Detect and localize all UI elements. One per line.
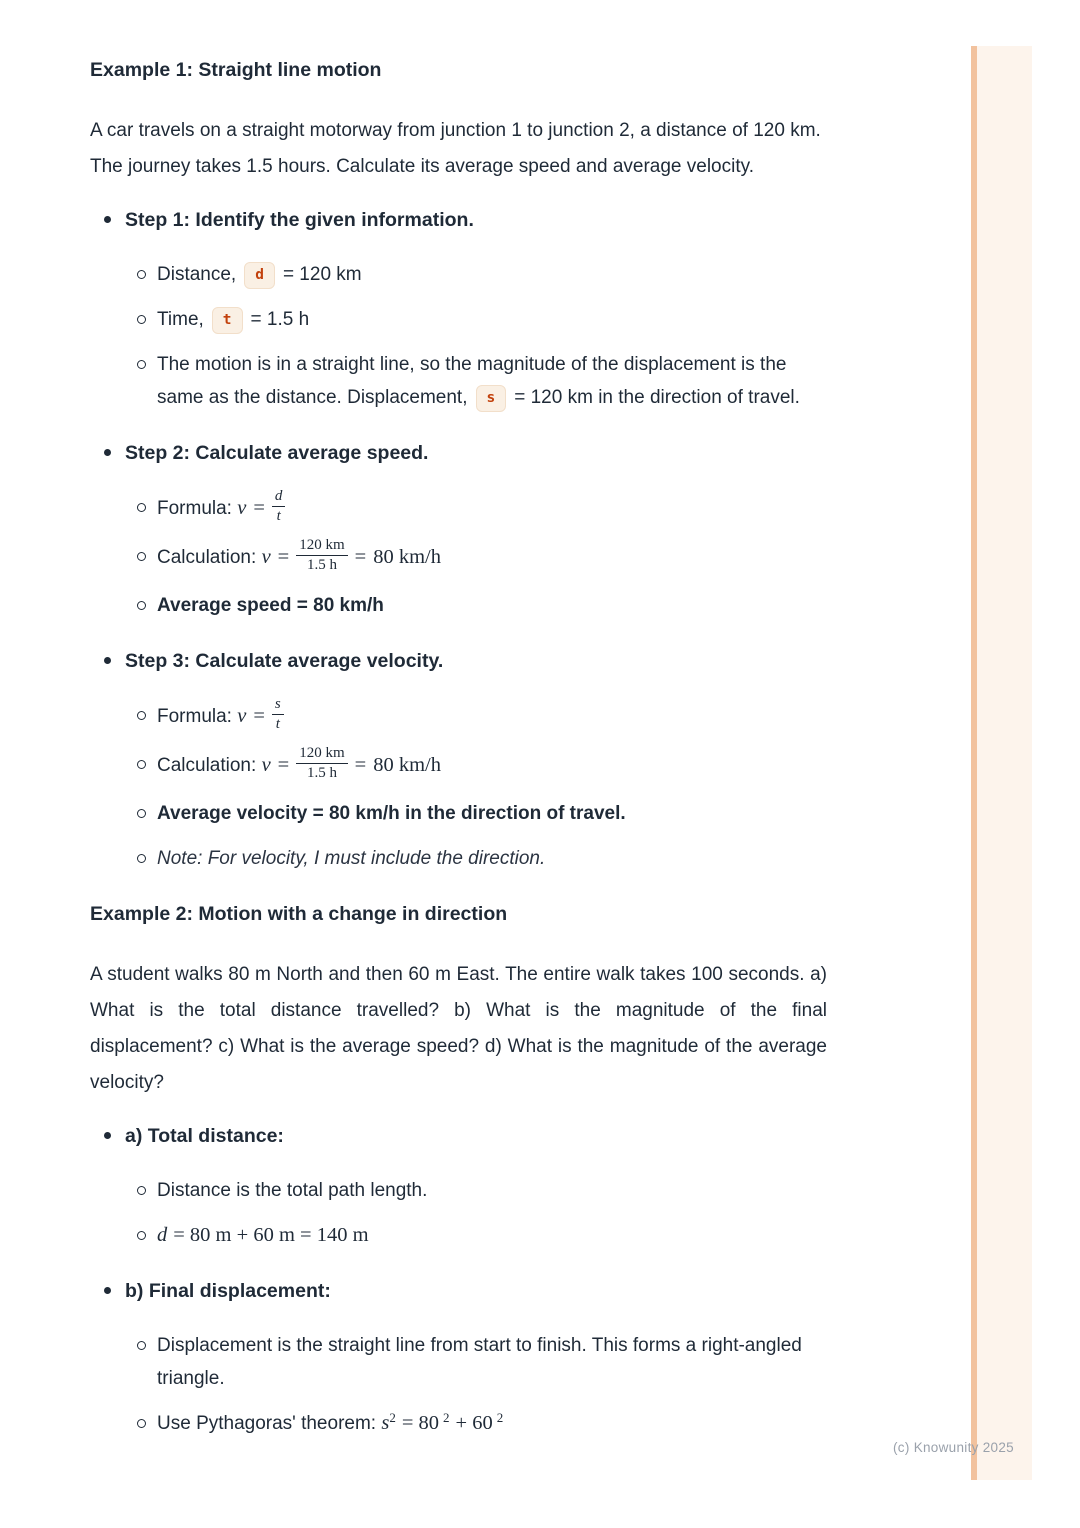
list-item: Distance is the total path length. [90, 1174, 827, 1207]
copyright-watermark: (c) Knowunity 2025 [893, 1440, 1014, 1455]
list-item: Displacement is the straight line from start to finish. This forms a right-angled triangle. [90, 1329, 827, 1395]
part-b-sublist [90, 1329, 827, 1440]
right-accent-bar [971, 46, 1032, 1480]
fraction: $\frac{d}{t}$ [272, 488, 286, 525]
formula-label: Formula: [157, 498, 232, 520]
circle-bullet-icon [137, 315, 146, 324]
list-item [90, 206, 827, 234]
step3-heading: Step 3: Calculate average velocity. [125, 650, 444, 672]
list-item [90, 647, 827, 675]
fraction: $\frac{120 km}{1.5 h}$ [296, 537, 347, 574]
pythagoras-line [90, 1407, 827, 1440]
pythagoras-label: Use Pythagoras' theorem: [157, 1413, 377, 1434]
formula-line [90, 696, 827, 736]
calculation-label: Calculation: [157, 547, 257, 569]
circle-bullet-icon [137, 1186, 146, 1195]
example1-title: Example 1: Straight line motion [90, 59, 382, 81]
note-line: Note: For velocity, I must include the direction. [90, 842, 827, 875]
circle-bullet-icon [137, 760, 146, 769]
time-text-pre: Time, [157, 309, 204, 330]
document-content [90, 56, 827, 1465]
part-b-heading: b) Final displacement: [125, 1280, 331, 1302]
step1-sublist [90, 258, 827, 414]
circle-bullet-icon [137, 503, 146, 512]
example1-intro: A car travels on a straight motorway from junction 1 to junction 2, a distance of 120 km. The journey takes 1.5 hours. Calculate its average speed and average velocity. [90, 120, 821, 177]
bullet-icon [104, 449, 111, 456]
part-a-sublist [90, 1174, 827, 1252]
time-text-post: = 1.5 h [250, 309, 310, 330]
fraction: $\frac{s}{t}$ [272, 696, 284, 733]
list-item [90, 439, 827, 467]
displacement-text-pre: The motion is in a straight line, so the magnitude of the displacement is the same as the distance. Displacement, [157, 354, 787, 408]
example2-intro: A student walks 80 m North and then 60 m East. The entire walk takes 100 seconds. a) What is the total distance travelled? b) What is the magnitude of the final displacement? c) What is the average speed? d) What is the magnitude of the average velocity? [90, 964, 827, 1093]
calculation-line [90, 745, 827, 785]
fraction: $\frac{120 km}{1.5 h}$ [296, 745, 347, 782]
speed-calculation-math: v = $\frac{120 km}{1.5 h}$ = 80 km/h [261, 537, 441, 573]
list-item [90, 1122, 827, 1150]
circle-bullet-icon [137, 360, 146, 369]
calculation-line [90, 537, 827, 577]
part-a-heading: a) Total distance: [125, 1125, 284, 1147]
code-badge-d: d [244, 262, 275, 289]
formula-label: Formula: [157, 706, 232, 728]
circle-bullet-icon [137, 1231, 146, 1240]
circle-bullet-icon [137, 1419, 146, 1428]
circle-bullet-icon [137, 552, 146, 561]
velocity-formula-math: v = $\frac{s}{t}$ [237, 705, 284, 727]
code-badge-s: s [476, 385, 507, 412]
example2-title: Example 2: Motion with a change in direction [90, 903, 508, 925]
displacement-text-post: = 120 km in the direction of travel. [514, 387, 800, 408]
step1-heading: Step 1: Identify the given information. [125, 209, 474, 231]
step2-heading: Step 2: Calculate average speed. [125, 442, 429, 464]
step3-section [90, 647, 827, 875]
circle-bullet-icon [137, 270, 146, 279]
list-item [90, 303, 827, 336]
list-item [90, 348, 827, 414]
step1-section [90, 206, 827, 414]
distance-sum-math: d = 80 m + 60 m = 140 m [157, 1224, 369, 1246]
circle-bullet-icon [137, 711, 146, 720]
part-b-section [90, 1277, 827, 1440]
circle-bullet-icon [137, 1341, 146, 1350]
speed-formula-math: v = $\frac{d}{t}$ [237, 497, 285, 519]
list-item [90, 258, 827, 291]
velocity-calculation-math: v = $\frac{120 km}{1.5 h}$ = 80 km/h [261, 745, 441, 781]
step2-section [90, 439, 827, 622]
velocity-result-line: Average velocity = 80 km/h in the direction of travel. [90, 797, 827, 830]
circle-bullet-icon [137, 601, 146, 610]
distance-text-post: = 120 km [282, 264, 362, 285]
calculation-label: Calculation: [157, 755, 257, 777]
code-badge-t: t [212, 307, 243, 334]
formula-line [90, 488, 827, 528]
bullet-icon [104, 1287, 111, 1294]
speed-result-line: Average speed = 80 km/h [90, 589, 827, 622]
part-a-section [90, 1122, 827, 1252]
circle-bullet-icon [137, 854, 146, 863]
distance-text-pre: Distance, [157, 264, 237, 285]
pythagoras-math: $s^2 = 80$ $^2$ + 60 $^2$ [381, 1410, 504, 1434]
bullet-icon [104, 216, 111, 223]
step2-sublist [90, 488, 827, 622]
distance-math-line [90, 1219, 827, 1252]
circle-bullet-icon [137, 809, 146, 818]
step3-sublist [90, 696, 827, 875]
bullet-icon [104, 1132, 111, 1139]
bullet-icon [104, 657, 111, 664]
list-item [90, 1277, 827, 1305]
